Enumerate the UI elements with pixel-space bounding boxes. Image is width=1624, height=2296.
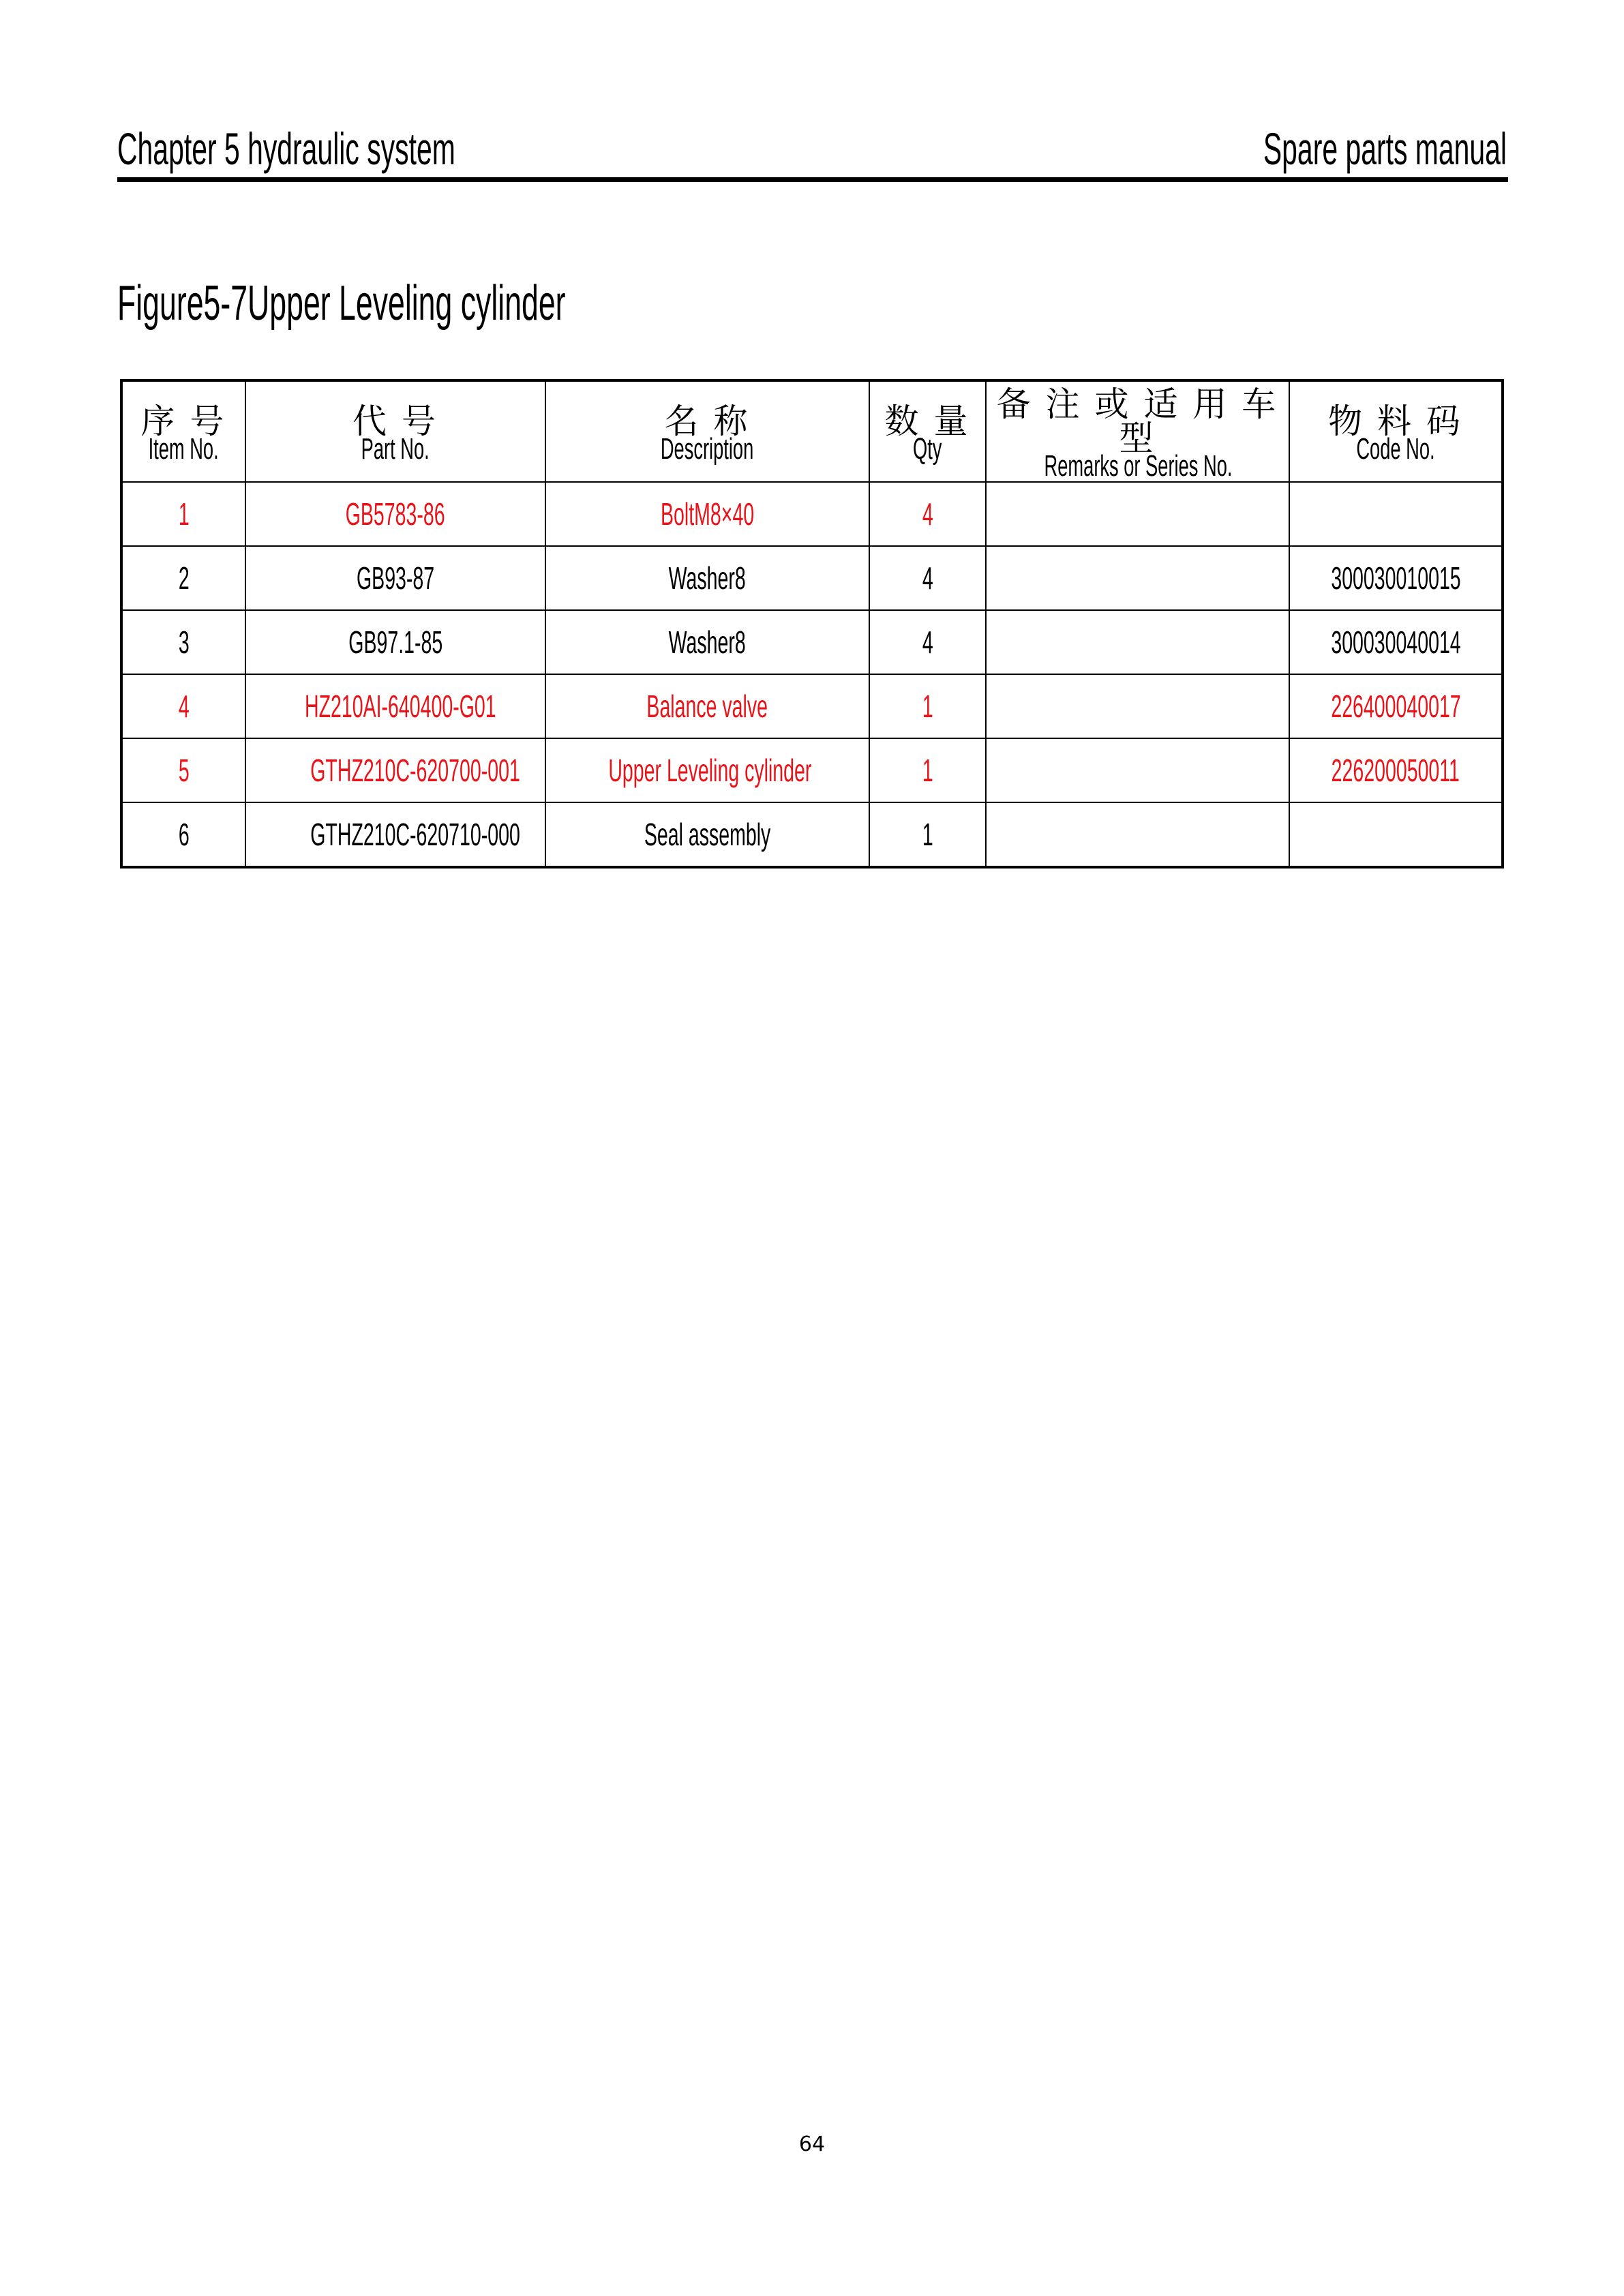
- column-header-zh: 名 称: [664, 402, 751, 440]
- cell-qty: [869, 610, 986, 674]
- column-header-en: [246, 434, 545, 464]
- cell-text: GB93-87: [356, 560, 435, 596]
- cell-text: 1: [922, 753, 933, 788]
- cell-code-no: [1289, 482, 1503, 546]
- cell-qty: [869, 738, 986, 802]
- cell-code-no: [1289, 610, 1503, 674]
- cell-text: 3: [178, 624, 190, 660]
- cell-text: 4: [922, 496, 933, 532]
- column-header-en-text: Remarks or Series No.: [1044, 449, 1233, 483]
- column-header-code-no: [1289, 380, 1503, 482]
- cell-text: Upper Leveling cylinder: [608, 753, 812, 788]
- column-header-description: [545, 380, 869, 482]
- cell-code-no: [1289, 802, 1503, 867]
- cell-part-no: [245, 482, 545, 546]
- cell-text: 4: [922, 624, 933, 660]
- cell-code-no: [1289, 674, 1503, 738]
- cell-qty: [869, 802, 986, 867]
- header-divider: [117, 177, 1508, 182]
- cell-text: 5: [178, 753, 190, 788]
- column-header-en-text: Item No.: [148, 432, 220, 466]
- table-row: [121, 674, 1503, 738]
- cell-remarks: [986, 546, 1289, 610]
- column-header-zh: 数 量: [884, 402, 971, 440]
- cell-text: 1: [922, 817, 933, 852]
- column-header-zh: 物 料 码: [1328, 402, 1463, 440]
- cell-item-no: [121, 482, 245, 546]
- cell-text: BoltM8×40: [660, 496, 755, 532]
- column-header-en-text: Qty: [913, 432, 942, 466]
- cell-text: Washer8: [668, 624, 747, 660]
- cell-code-no: [1289, 738, 1503, 802]
- column-header-qty: [869, 380, 986, 482]
- column-header-en: [1290, 434, 1501, 464]
- column-header-part-no: [245, 380, 545, 482]
- cell-text: 6: [178, 817, 190, 852]
- cell-text: 226400040017: [1330, 689, 1461, 724]
- cell-qty: [869, 546, 986, 610]
- cell-description: [545, 610, 869, 674]
- cell-text: HZ210AI-640400-G01: [304, 689, 496, 724]
- cell-part-no: [245, 802, 545, 867]
- table-row: [121, 738, 1503, 802]
- manual-header: [1114, 123, 1507, 175]
- cell-remarks: [986, 482, 1289, 546]
- column-header-en-text: Part No.: [361, 432, 430, 466]
- cell-text: GB5783-86: [346, 496, 445, 532]
- cell-description: [545, 738, 869, 802]
- cell-text: 4: [178, 689, 190, 724]
- cell-text: 300030010015: [1330, 560, 1461, 596]
- cell-item-no: [121, 802, 245, 867]
- cell-text: GB97.1-85: [348, 624, 442, 660]
- cell-part-no: [245, 674, 545, 738]
- cell-text: 226200050011: [1331, 753, 1460, 788]
- chapter-title: Chapter 5 hydraulic system: [117, 123, 455, 174]
- cell-text: 2: [178, 560, 190, 596]
- cell-text: 1: [922, 689, 933, 724]
- cell-text: 4: [922, 560, 933, 596]
- cell-text: GTHZ210C-620710-000: [310, 817, 520, 852]
- manual-title: Spare parts manual: [1263, 123, 1507, 174]
- cell-qty: [869, 674, 986, 738]
- cell-part-no: [245, 738, 545, 802]
- cell-remarks: [986, 610, 1289, 674]
- cell-text: 300030040014: [1330, 624, 1461, 660]
- column-header-en: [123, 434, 245, 464]
- page-number: 64: [798, 2132, 826, 2156]
- cell-part-no: [245, 546, 545, 610]
- column-header-en: [987, 451, 1289, 481]
- column-header-zh: 代 号: [352, 402, 438, 440]
- figure-title: [117, 275, 841, 331]
- cell-description: [545, 482, 869, 546]
- cell-description: [545, 674, 869, 738]
- figure-title-text: Figure5-7Upper Leveling cylinder: [117, 276, 566, 331]
- column-header-item-no: [121, 380, 245, 482]
- cell-item-no: [121, 738, 245, 802]
- cell-description: [545, 802, 869, 867]
- table-row: [121, 610, 1503, 674]
- column-header-en: [546, 434, 869, 464]
- cell-text: 1: [178, 496, 190, 532]
- column-header-remarks: [986, 380, 1289, 482]
- cell-remarks: [986, 738, 1289, 802]
- cell-text: GTHZ210C-620700-001: [310, 753, 520, 788]
- column-header-en-text: Code No.: [1356, 432, 1435, 466]
- cell-text: Washer8: [668, 560, 747, 596]
- cell-item-no: [121, 674, 245, 738]
- parts-table: [120, 379, 1504, 868]
- cell-item-no: [121, 610, 245, 674]
- table-row: [121, 546, 1503, 610]
- column-header-zh: 序 号: [140, 402, 227, 440]
- cell-text: Seal assembly: [644, 817, 771, 852]
- column-header-zh: 备 注 或 适 用 车 型: [996, 385, 1279, 457]
- table-header-row: [121, 380, 1503, 482]
- cell-remarks: [986, 674, 1289, 738]
- cell-text: Balance valve: [646, 689, 768, 724]
- cell-description: [545, 546, 869, 610]
- cell-remarks: [986, 802, 1289, 867]
- chapter-header: [117, 123, 663, 175]
- column-header-en-text: Description: [661, 432, 754, 466]
- table-row: [121, 802, 1503, 867]
- table-row: [121, 482, 1503, 546]
- cell-qty: [869, 482, 986, 546]
- cell-item-no: [121, 546, 245, 610]
- cell-code-no: [1289, 546, 1503, 610]
- cell-part-no: [245, 610, 545, 674]
